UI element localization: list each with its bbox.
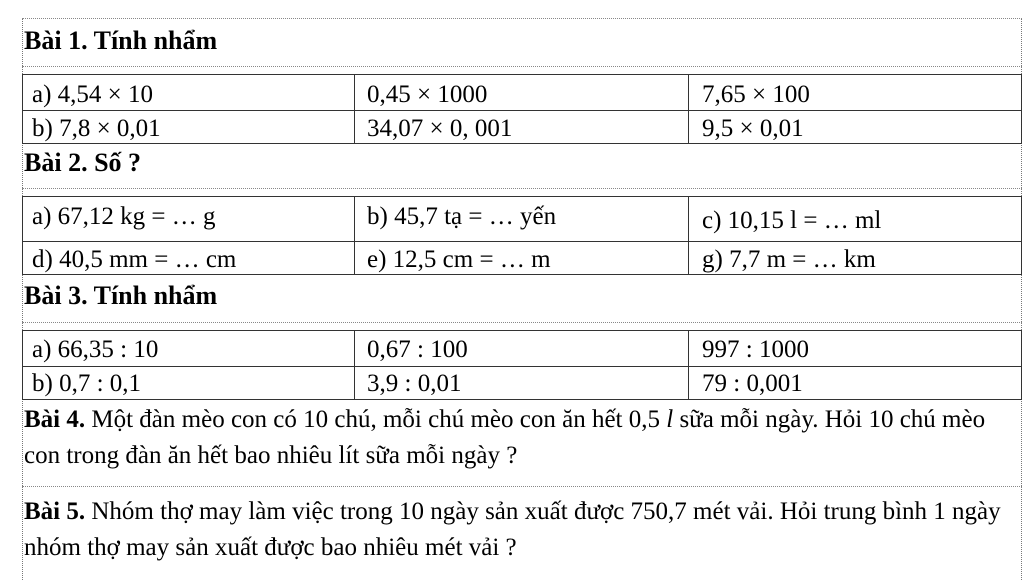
bai4-text-after: sữa mỗi ngày. Hỏi 10 chú mèo con trong đàn ăn hết bao nhiêu lít sữa mỗi ngày ? xyxy=(24,406,986,469)
table-border xyxy=(1021,74,1022,144)
table-border xyxy=(22,399,1022,400)
rule xyxy=(22,486,1022,487)
rule xyxy=(22,18,1022,19)
bai1-r1c1: a) 4,54 × 10 xyxy=(32,81,154,108)
table-border xyxy=(22,74,23,144)
bai2-r2c2: e) 12,5 cm = … m xyxy=(367,246,551,273)
bai2-r1c3: c) 10,15 l = … ml xyxy=(702,207,882,234)
bai1-r1c2: 0,45 × 1000 xyxy=(367,81,488,108)
bai3-title: Bài 3. Tính nhẩm xyxy=(24,281,218,310)
table-border xyxy=(1021,330,1022,400)
bai2-r2c1: d) 40,5 mm = … cm xyxy=(32,246,237,273)
table-border xyxy=(22,196,23,274)
bai5-text: Nhóm thợ may làm việc trong 10 ngày sản xuất được 750,7 mét vải. Hỏi trung bình 1 ngày nhóm thợ may sản xuất được bao nhiêu mét vải ? xyxy=(24,498,1001,561)
bai1-r2c1: b) 7,8 × 0,01 xyxy=(32,115,161,142)
rule xyxy=(22,322,1022,323)
table-border xyxy=(688,196,689,274)
bai3-r1c1: a) 66,35 : 10 xyxy=(32,336,159,363)
rule xyxy=(22,188,1022,189)
table-border xyxy=(354,196,355,274)
table-border xyxy=(22,366,1022,367)
table-border xyxy=(22,74,1022,75)
table-border xyxy=(22,330,1022,331)
bai3-r1c2: 0,67 : 100 xyxy=(367,336,468,363)
table-border xyxy=(688,330,689,400)
bai1-r2c2: 34,07 × 0, 001 xyxy=(367,115,513,142)
table-border xyxy=(22,330,23,400)
bai3-r2c2: 3,9 : 0,01 xyxy=(367,370,462,397)
bai4-label: Bài 4. xyxy=(24,406,86,433)
bai3-r2c1: b) 0,7 : 0,1 xyxy=(32,370,142,397)
table-border xyxy=(354,74,355,144)
table-border xyxy=(22,274,1022,275)
table-border xyxy=(688,74,689,144)
table-border xyxy=(22,143,1022,144)
bai5-label: Bài 5. xyxy=(24,498,86,525)
bai2-r1c1: a) 67,12 kg = … g xyxy=(32,203,216,230)
bai1-r2c3: 9,5 × 0,01 xyxy=(702,115,804,142)
bai3-r1c3: 997 : 1000 xyxy=(702,336,809,363)
table-border xyxy=(354,330,355,400)
bai1-r1c3: 7,65 × 100 xyxy=(702,81,810,108)
bai2-r2c3: g) 7,7 m = … km xyxy=(702,246,876,273)
bai3-r2c3: 79 : 0,001 xyxy=(702,370,803,397)
table-border xyxy=(1021,196,1022,274)
bai5-paragraph xyxy=(24,494,1014,566)
bai4-paragraph xyxy=(24,402,1014,474)
bai4-text-before: Một đàn mèo con có 10 chú, mỗi chú mèo con ăn hết 0,5 xyxy=(85,406,667,433)
table-border xyxy=(22,110,1022,111)
bai2-r1c2: b) 45,7 tạ = … yến xyxy=(367,203,557,230)
table-border xyxy=(22,196,1022,197)
table-border xyxy=(22,241,1022,242)
rule xyxy=(22,66,1022,67)
bai4-unit: l xyxy=(666,406,674,433)
bai1-title: Bài 1. Tính nhẩm xyxy=(24,26,218,55)
bai2-title: Bài 2. Số ? xyxy=(24,148,142,177)
